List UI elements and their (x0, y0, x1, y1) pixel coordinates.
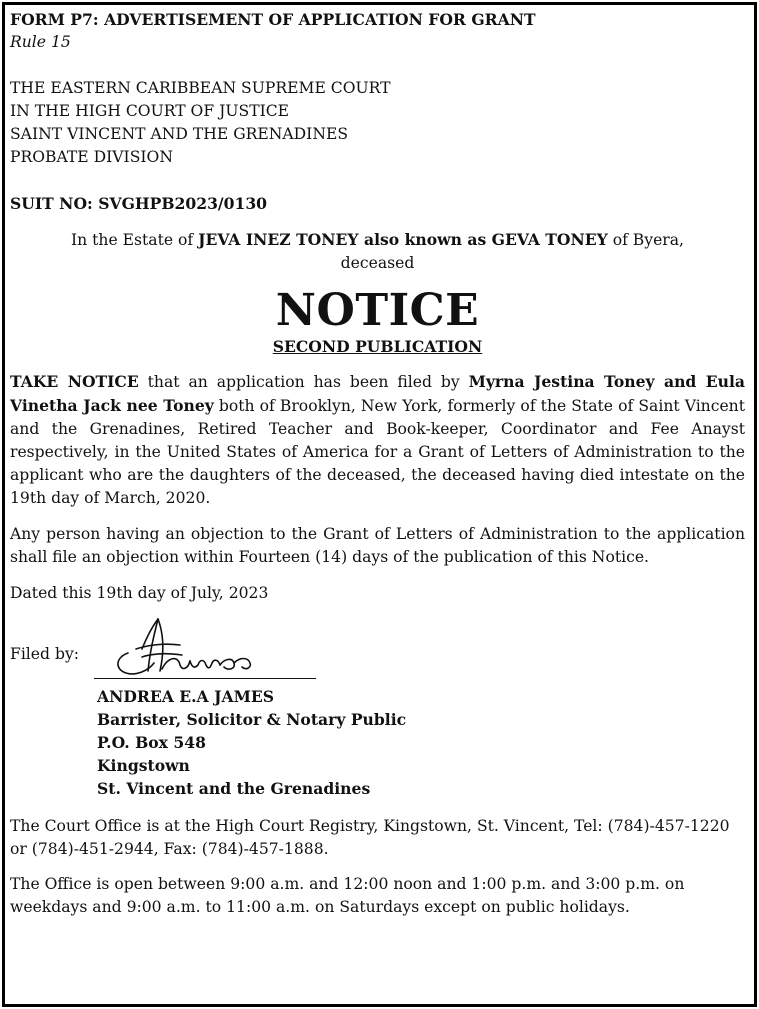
notice-document (10, 8, 745, 919)
court-office-info: The Court Office is at the High Court Registry, Kingstown, St. Vincent, Tel: (784)-457-1220 or (784)-451-2944, Fax: (784)-457-1888. (10, 817, 730, 858)
estate-suffix: of Byera, (607, 231, 685, 249)
estate-deceased-label: deceased (340, 254, 415, 272)
court-line-4: PROBATE DIVISION (10, 148, 173, 166)
filer-country: St. Vincent and the Grenadines (97, 779, 371, 798)
estate-heading (10, 228, 745, 275)
applicant-names: Myrna Jestina Toney and Eula Vinetha Jack nee Toney (10, 372, 745, 415)
notice-body (10, 370, 745, 510)
filer-title: Barrister, Solicitor & Notary Public (97, 710, 407, 729)
signature-line (94, 678, 316, 679)
suit-number: SUIT NO: SVGHPB2023/0130 (10, 194, 268, 213)
filed-by-row (10, 617, 745, 685)
form-rule: Rule 15 (10, 33, 71, 51)
court-line-2: IN THE HIGH COURT OF JUSTICE (10, 102, 290, 120)
estate-prefix: In the Estate of (70, 231, 199, 249)
filer-po-box: P.O. Box 548 (97, 733, 206, 752)
notice-title: NOTICE (275, 285, 480, 336)
notice-text-2: both of Brooklyn, New York, formerly of the State of Saint Vincent and the Grenadines, Retired Teacher and Book-keeper, Coordinator and Fee Anayst respectively, in the United States of America for a Grant of Letters of Administration to the applicant who are the daughters of the deceased, the deceased having died intestate on the 19th day of March, 2020. (10, 397, 745, 507)
court-line-1: THE EASTERN CARIBBEAN SUPREME COURT (10, 79, 391, 97)
take-notice-label: TAKE NOTICE (10, 372, 139, 391)
dated-line: Dated this 19th day of July, 2023 (10, 584, 269, 602)
court-line-3: SAINT VINCENT AND THE GRENADINES (10, 125, 349, 143)
form-title: FORM P7: ADVERTISEMENT OF APPLICATION FOR GRANT (10, 10, 536, 29)
filer-city: Kingstown (97, 756, 190, 775)
notice-subtitle: SECOND PUBLICATION (272, 337, 483, 356)
office-hours-info: The Office is open between 9:00 a.m. and 12:00 noon and 1:00 p.m. and 3:00 p.m. on weekdays and 9:00 a.m. to 11:00 a.m. on Saturdays except on public holidays. (10, 875, 685, 916)
objection-paragraph: Any person having an objection to the Grant of Letters of Administration to the application shall file an objection within Fourteen (14) days of the publication of this Notice. (10, 525, 745, 566)
signature-image (102, 609, 332, 679)
filer-signature-block (10, 685, 745, 800)
estate-deceased-name: JEVA INEZ TONEY also known as GEVA TONEY (198, 230, 608, 249)
notice-text-1: that an application has been filed by (138, 373, 469, 391)
filer-name: ANDREA E.A JAMES (97, 687, 274, 706)
filed-by-label: Filed by: (10, 645, 80, 663)
